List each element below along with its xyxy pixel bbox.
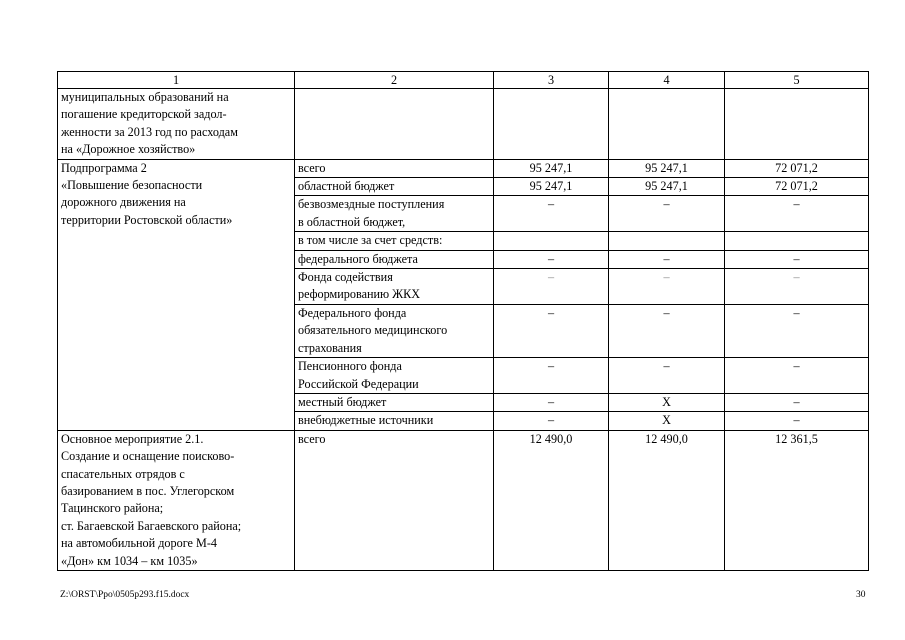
main-activity-row xyxy=(58,430,869,570)
value-cell-c5: – xyxy=(725,250,869,268)
empty-cell xyxy=(609,89,725,160)
funding-source-label xyxy=(295,304,494,357)
table-header-row xyxy=(58,72,869,89)
text-line: Основное мероприятие 2.1. xyxy=(61,431,204,446)
text-line: областной бюджет xyxy=(298,179,395,194)
value-cell-c3: – xyxy=(494,393,609,411)
value-cell-c5: 72 071,2 xyxy=(725,178,869,196)
text-line: в областной бюджет, xyxy=(298,214,406,229)
text-line: в том числе за счет средств: xyxy=(298,233,443,248)
text-line: обязательного медицинского xyxy=(298,323,448,338)
value-cell-c4: 95 247,1 xyxy=(609,178,725,196)
text-line: ст. Багаевской Багаевского района; xyxy=(61,518,242,533)
text-line: территории Ростовской области» xyxy=(61,212,233,227)
text-line: страхования xyxy=(298,340,362,355)
subprogram-title-cell xyxy=(58,159,295,430)
value-cell-c3: – xyxy=(494,269,609,305)
text-line: Подпрограмма 2 xyxy=(61,160,147,175)
funding-source-label: всего xyxy=(295,430,494,570)
text-line: дорожного движения на xyxy=(61,195,186,210)
text-line: Тацинского района; xyxy=(61,501,164,516)
text-line: женности за 2013 год по расходам xyxy=(61,124,238,139)
value-cell-c3: 95 247,1 xyxy=(494,159,609,177)
text-line: местный бюджет xyxy=(298,394,387,409)
text-line: Российской Федерации xyxy=(298,376,419,391)
text-line: федерального бюджета xyxy=(298,251,418,266)
value-cell-c4: 12 490,0 xyxy=(609,430,725,570)
header-cell: 3 xyxy=(494,72,609,89)
value-cell-c5: – xyxy=(725,358,869,394)
value-cell-c3: – xyxy=(494,304,609,357)
value-cell-c4: – xyxy=(609,196,725,232)
text-line: Федерального фонда xyxy=(298,305,407,320)
continuation-row xyxy=(58,89,869,160)
value-cell-c4: – xyxy=(609,269,725,305)
header-cell: 1 xyxy=(58,72,295,89)
text-line: погашение кредиторской задол- xyxy=(61,107,227,122)
value-cell-c4: Х xyxy=(609,393,725,411)
main-activity-title-cell xyxy=(58,430,295,570)
value-cell-c3: – xyxy=(494,358,609,394)
text-line: муниципальных образований на xyxy=(61,90,229,104)
text-line: спасательных отрядов с xyxy=(61,466,185,481)
budget-table xyxy=(57,71,869,571)
text-line: на «Дорожное хозяйство» xyxy=(61,142,196,157)
text-line: Создание и оснащение поисково- xyxy=(61,449,235,464)
value-cell-c3: – xyxy=(494,196,609,232)
empty-cell xyxy=(295,89,494,160)
value-cell-c3: 12 490,0 xyxy=(494,430,609,570)
text-line: Фонда содействия xyxy=(298,270,393,285)
empty-cell xyxy=(725,89,869,160)
value-cell-c5: – xyxy=(725,412,869,430)
value-cell-c4: – xyxy=(609,250,725,268)
funding-source-label xyxy=(295,358,494,394)
value-cell-c3: – xyxy=(494,412,609,430)
footer-file-path: Z:\ORST\Ppo\0505p293.f15.docx xyxy=(60,590,190,600)
value-cell-c4: Х xyxy=(609,412,725,430)
text-line: Пенсионного фонда xyxy=(298,359,402,374)
value-cell-c4: – xyxy=(609,358,725,394)
header-cell: 4 xyxy=(609,72,725,89)
value-cell-c4: – xyxy=(609,304,725,357)
header-cell: 2 xyxy=(295,72,494,89)
text-line: «Повышение безопасности xyxy=(61,178,203,193)
value-cell-c5: 12 361,5 xyxy=(725,430,869,570)
header-cell: 5 xyxy=(725,72,869,89)
value-cell-c4: 95 247,1 xyxy=(609,159,725,177)
value-cell-c5: – xyxy=(725,196,869,232)
value-cell-c5: – xyxy=(725,393,869,411)
funding-source-label xyxy=(295,196,494,232)
value-cell-c5: – xyxy=(725,304,869,357)
funding-source-label xyxy=(295,269,494,305)
text-line: на автомобильной дороге М-4 xyxy=(61,536,217,551)
value-cell-c5 xyxy=(725,232,869,250)
text-line: безвозмездные поступления xyxy=(298,197,445,212)
value-cell-c4 xyxy=(609,232,725,250)
text-line: внебюджетные источники xyxy=(298,413,434,428)
funding-source-label xyxy=(295,412,494,430)
empty-cell xyxy=(494,89,609,160)
value-cell-c3: 95 247,1 xyxy=(494,178,609,196)
text-line: «Дон» км 1034 – км 1035» xyxy=(61,553,198,568)
text-line: всего xyxy=(298,160,326,175)
funding-source-label xyxy=(295,159,494,177)
value-cell-c3 xyxy=(494,232,609,250)
funding-source-label xyxy=(295,178,494,196)
subprogram-row xyxy=(58,159,869,177)
value-cell-c5: – xyxy=(725,269,869,305)
funding-source-label xyxy=(295,250,494,268)
text-line: базированием в пос. Углегорском xyxy=(61,483,235,498)
value-cell-c3: – xyxy=(494,250,609,268)
funding-source-label xyxy=(295,393,494,411)
page-number: 30 xyxy=(856,590,866,600)
value-cell-c5: 72 071,2 xyxy=(725,159,869,177)
text-line: реформированию ЖКХ xyxy=(298,287,421,302)
continuation-text-cell xyxy=(58,89,295,160)
funding-source-label xyxy=(295,232,494,250)
